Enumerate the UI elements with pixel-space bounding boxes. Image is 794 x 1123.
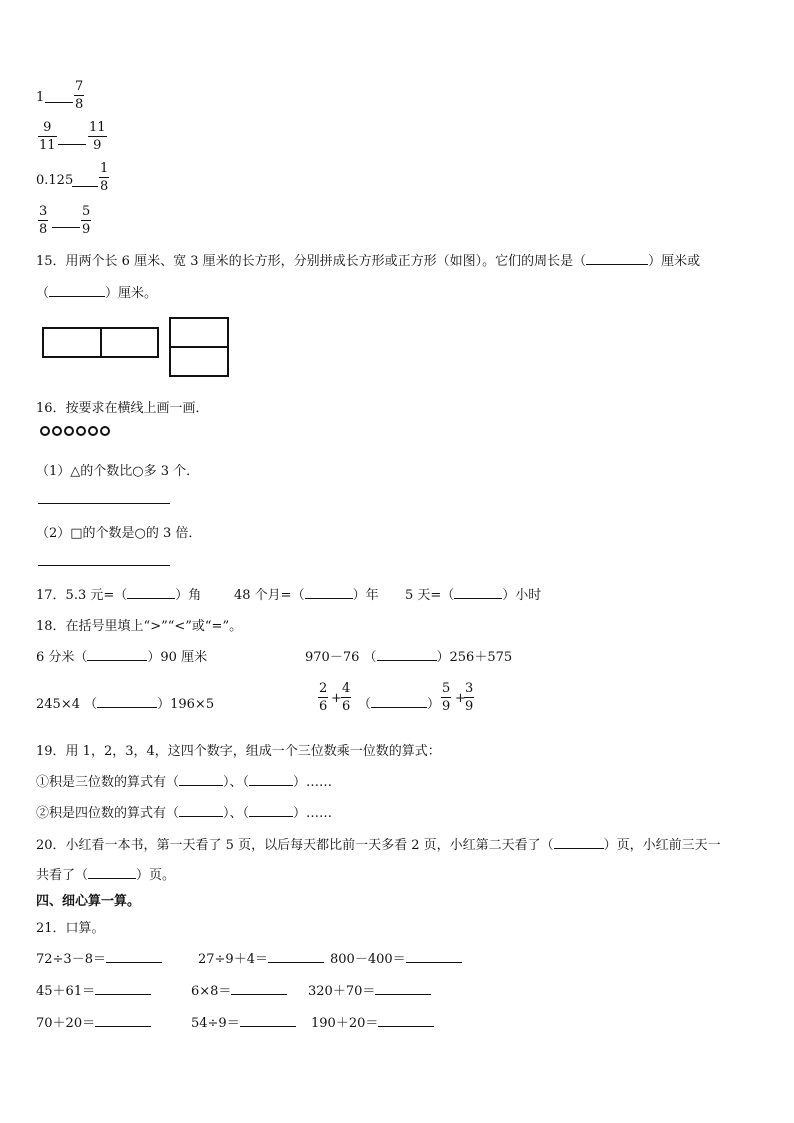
circle-icon: [64, 426, 74, 436]
calc-item: 320＋70＝: [308, 980, 431, 999]
answer-blank[interactable]: [554, 848, 604, 849]
answer-blank[interactable]: [377, 660, 437, 661]
answer-blank[interactable]: [249, 785, 293, 786]
q19-line1: ①积是三位数的算式有（ ）、（ ）……: [36, 775, 333, 790]
answer-line[interactable]: [58, 144, 86, 145]
q15-line2: （ ）厘米。: [36, 286, 158, 301]
calc-item: 27÷9＋4＝: [198, 948, 324, 967]
calc-item: 190＋20＝: [311, 1012, 434, 1031]
divider: [169, 346, 229, 348]
calc-item: 54÷9＝: [191, 1012, 296, 1031]
q19-line2: ②积是四位数的算式有（ ）、（ ）……: [36, 806, 333, 821]
fraction: 4 6: [342, 681, 351, 714]
q17-b: 48 个月=（ ）年: [234, 588, 379, 603]
answer-blank[interactable]: [106, 962, 162, 963]
fraction: 5 9: [442, 681, 451, 714]
answer-blank[interactable]: [268, 962, 324, 963]
fraction: 7 8: [75, 79, 84, 112]
circle-icon: [100, 426, 110, 436]
q18-row1-a: 6 分米（ ）90 厘米: [36, 650, 208, 665]
circle-row: [40, 425, 112, 440]
answer-blank[interactable]: [179, 785, 223, 786]
circle-icon: [88, 426, 98, 436]
fraction: 1 8: [100, 161, 109, 194]
answer-blank[interactable]: [87, 660, 147, 661]
fraction: 3 8: [39, 204, 48, 237]
q20-line2: 共看了（ ）页。: [36, 868, 176, 883]
fraction: 11 9: [89, 120, 106, 153]
answer-blank[interactable]: [88, 878, 136, 879]
fraction: 5 9: [82, 204, 91, 237]
answer-blank[interactable]: [454, 598, 502, 599]
circle-icon: [76, 426, 86, 436]
q15-line1: 15．用两个长 6 厘米、宽 3 厘米的长方形，分别拼成长方形或正方形（如图）。它们的周长是（ ）厘米或: [36, 254, 701, 269]
calc-item: 70＋20＝: [36, 1012, 151, 1031]
q18-title: 18．在括号里填上“>”“<”或“=”。: [36, 619, 243, 634]
draw-line-2[interactable]: [38, 565, 170, 566]
circle-icon: [52, 426, 62, 436]
answer-blank[interactable]: [305, 598, 353, 599]
fraction: 9 11: [39, 120, 56, 153]
calc-item: 6×8＝: [191, 980, 287, 999]
q21-title: 21．口算。: [36, 921, 105, 936]
answer-line[interactable]: [72, 186, 98, 187]
calc-item: 45＋61＝: [36, 980, 151, 999]
answer-blank[interactable]: [406, 962, 462, 963]
answer-blank[interactable]: [375, 994, 431, 995]
compare-left: 1: [36, 90, 45, 105]
draw-line-1[interactable]: [38, 503, 170, 504]
circle-icon: [40, 426, 50, 436]
fraction: 2 6: [319, 681, 328, 714]
calc-item: 800－400＝: [330, 948, 462, 967]
answer-blank[interactable]: [240, 1026, 296, 1027]
answer-blank[interactable]: [249, 816, 293, 817]
compare-left: 0.125: [36, 173, 74, 188]
q17-a: 17．5.3 元=（ ）角: [36, 588, 202, 603]
divider: [100, 327, 102, 358]
q18-row2-a: 245×4 （ ）196×5: [36, 697, 215, 712]
q17-c: 5 天=（ ）小时: [405, 588, 542, 603]
answer-blank[interactable]: [586, 264, 648, 265]
answer-line[interactable]: [45, 102, 73, 103]
answer-blank[interactable]: [95, 994, 151, 995]
q16-title: 16．按要求在横线上画一画．: [36, 401, 209, 416]
answer-line[interactable]: [52, 227, 80, 228]
answer-blank[interactable]: [127, 598, 175, 599]
answer-blank[interactable]: [231, 994, 287, 995]
calc-item: 72÷3－8＝: [36, 948, 162, 967]
answer-blank[interactable]: [95, 1026, 151, 1027]
q20-line1: 20．小红看一本书，第一天看了 5 页，以后每天都比前一天多看 2 页，小红第二天看了（ ）页，小红前三天一: [36, 838, 721, 853]
answer-blank[interactable]: [49, 296, 105, 297]
q16-part1: （1）△的个数比○多 3 个．: [36, 464, 200, 479]
answer-blank[interactable]: [371, 707, 427, 708]
answer-blank[interactable]: [179, 816, 223, 817]
section-heading: 四、细心算一算。: [36, 894, 141, 909]
q19-title: 19．用 1，2，3，4，这四个数字，组成一个三位数乘一位数的算式：: [36, 744, 441, 759]
answer-blank[interactable]: [97, 707, 157, 708]
fraction: 3 9: [465, 681, 474, 714]
q16-part2: （2）□的个数是○的 3 倍．: [36, 526, 202, 541]
answer-blank[interactable]: [378, 1026, 434, 1027]
q18-row1-b: 970－76 （ ）256＋575: [305, 650, 513, 665]
